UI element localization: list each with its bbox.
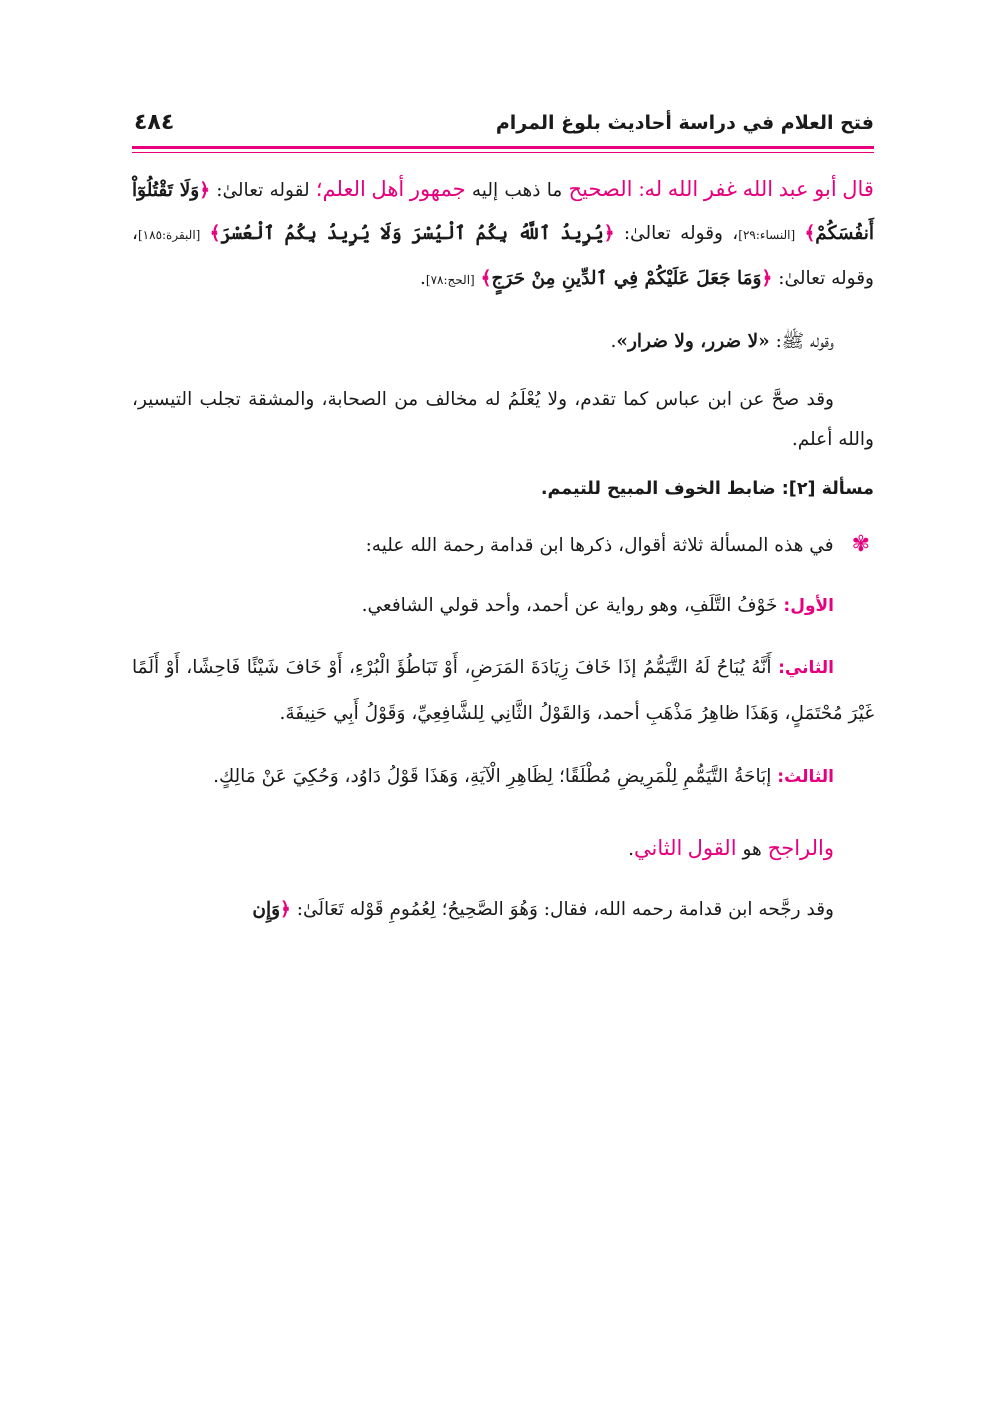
- final-line: [132, 890, 874, 930]
- quran-bracket-open-icon: ﴿: [199, 180, 211, 201]
- conclusion-paragraph: وقد صحَّ عن ابن عباس كما تقدم، ولا يُعْلَمُ له مخالف من الصحابة، والمشقة تجلب التيسير، والله أعلم.: [132, 389, 874, 450]
- quran-bracket-close-icon: ﴾: [480, 268, 492, 289]
- text-segment: هو: [742, 839, 762, 860]
- opinion-label: الأول:: [783, 596, 834, 616]
- quran-verse-3: وَمَا جَعَلَ عَلَيْكُمْ فِي ٱلدِّينِ مِنْ حَرَجٍ: [491, 268, 762, 289]
- quran-verse-1: وَلَا تَقْتُلُوٓاْ أَنفُسَكُمْ: [132, 180, 874, 244]
- opinion-text: خَوْفُ التَّلَفِ، وهو رواية عن أحمد، وأحد قولي الشافعي.: [361, 595, 778, 616]
- preferred-label: والراجح: [767, 836, 834, 860]
- final-text: وقد رجَّحه ابن قدامة رحمه الله، فقال: وَهُوَ الصَّحِيحُ؛ لِعُمُومِ قَوْله تَعَالَىٰ:: [296, 899, 834, 920]
- hadith-lead: وقوله ﷺ:: [775, 331, 834, 352]
- verse-reference-2: [البقرة:١٨٥]: [137, 228, 201, 242]
- opinion-2: [132, 645, 874, 736]
- opinion-3: [132, 754, 874, 800]
- text-segment: .: [420, 268, 426, 289]
- majority-term: جمهور أهل العلم؛: [315, 177, 466, 201]
- page-header: [132, 112, 874, 142]
- header-rule-thick: [132, 146, 874, 149]
- verse-reference-3: [الحج:٧٨]: [425, 273, 475, 287]
- text-segment: ، وقوله تعالىٰ:: [132, 223, 874, 289]
- text-segment: .: [610, 331, 617, 352]
- running-title: فتح العلام في دراسة أحاديث بلوغ المرام: [495, 112, 874, 134]
- page-body: [132, 168, 874, 930]
- author-label: قال أبو عبد الله غفر الله له:: [638, 177, 874, 201]
- quran-bracket-close-icon: ﴾: [804, 223, 816, 244]
- author-opinion-paragraph: [132, 168, 874, 302]
- preferred-value: القول الثاني: [634, 836, 737, 860]
- quran-verse-2: يُرِيدُ ٱللَّهُ بِكُمُ ٱلْيُسْرَ وَلَا يُرِيدُ بِكُمُ ٱلْعُسْرَ: [220, 223, 604, 244]
- page-number: ٤٨٤: [134, 110, 175, 135]
- opinion-1: [132, 587, 874, 625]
- quran-verse-start: وَإِن: [252, 899, 281, 920]
- text-segment: ما ذهب إليه: [471, 180, 563, 201]
- opinion-label: الثاني:: [778, 658, 835, 678]
- header-rule-thin: [132, 152, 874, 153]
- issue-heading: مسألة [٢]: ضابط الخوف المبيح للتيمم.: [540, 479, 874, 499]
- verse-reference-1: [النساء:٢٩]: [738, 228, 796, 242]
- flower-ornament-icon: ✾: [851, 532, 870, 557]
- quran-bracket-close-icon: ﴾: [209, 223, 221, 244]
- text-segment: ، وقوله تعالىٰ:: [623, 223, 739, 244]
- quran-bracket-open-icon: ﴿: [280, 899, 291, 920]
- opinion-text: إبَاحَةُ التَّيَمُّمِ لِلْمَرِيضِ مُطْلَقًا؛ لِظَاهِرِ الْآيَةِ، وَهَذَا قَوْلُ دَاوُد، وَحُكِيَ عَنْ مَالِكٍ.: [213, 766, 772, 787]
- quran-bracket-open-icon: ﴿: [603, 223, 615, 244]
- opinion-text: أَنَّهُ يُبَاحُ لَهُ التَّيَمُّمُ إذَا خَافَ زِيَادَةَ المَرَضِ، أَوْ تَبَاطُؤَ الْبُرْءِ، أَوْ خَافَ شَيْئًا فَاحِشًا، أَوْ أَلَمًا غَيْرَ مُحْتَمَلٍ، وَهَذَا ظاهِرُ مَذْهَبِ أحمد، وَالقَوْلُ الثَّانِي لِلشَّافِعِيِّ، وَقَوْلُ أَبِي حَنِيفَةَ.: [132, 657, 874, 724]
- text-segment: لقوله تعالىٰ:: [216, 180, 310, 201]
- opinion-label: الثالث:: [777, 767, 834, 787]
- hadith-paragraph: [132, 324, 874, 360]
- quran-bracket-open-icon: ﴿: [761, 268, 773, 289]
- intro-paragraph: [132, 526, 874, 565]
- intro-text: في هذه المسألة ثلاثة أقوال، ذكرها ابن قدامة رحمة الله عليه:: [365, 535, 834, 556]
- hadith-text: «لا ضرر، ولا ضرار»: [616, 331, 770, 352]
- text-segment: .: [628, 839, 635, 860]
- sahih-term: الصحيح: [568, 177, 633, 201]
- preferred-opinion: [132, 828, 874, 870]
